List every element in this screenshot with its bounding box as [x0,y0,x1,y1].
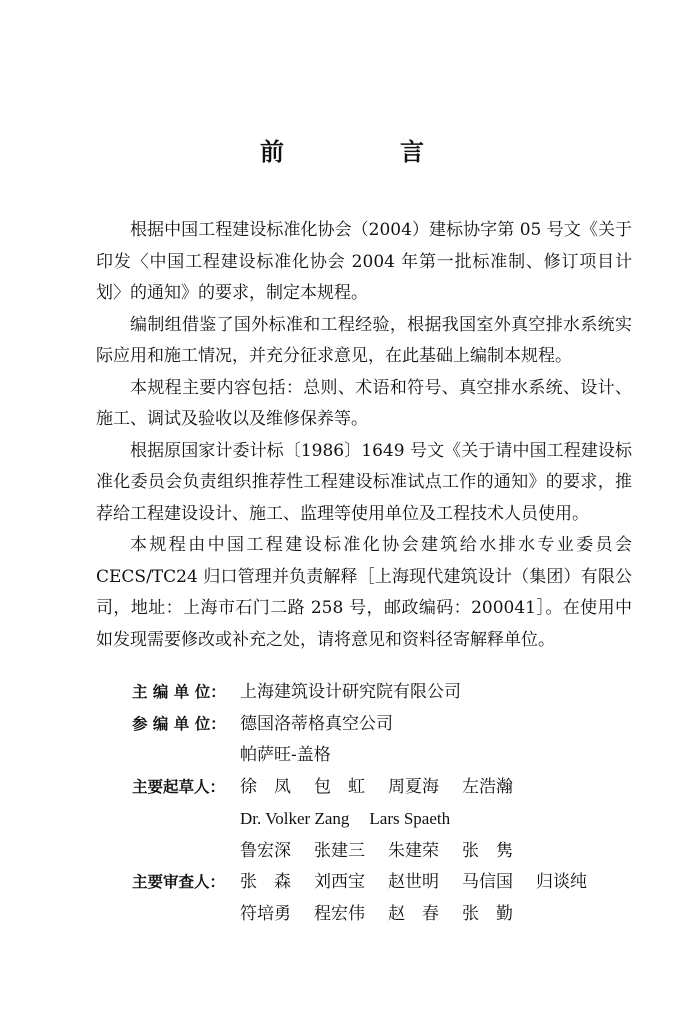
reviewers-line [240,867,632,899]
reviewers-row [132,867,632,930]
preface-body [96,215,632,656]
editor-row [132,677,632,709]
editor-org: 上海建筑设计研究院有限公司 [240,682,461,702]
editor-label: 主 编 单 位： [132,683,226,701]
reviewer-name: 马信国 [462,872,513,892]
reviewer-name: 赵世明 [388,872,439,892]
participant-label: 参 编 单 位： [132,714,226,733]
reviewer-name: 归谈纯 [536,872,587,892]
drafter-name: 张 隽 [462,840,513,861]
reviewer-name: 张 森 [240,872,291,892]
reviewer-name: 符培勇 [240,903,291,924]
reviewer-name: 赵 春 [388,903,439,924]
participant-row [132,709,632,772]
paragraph-3: 本规程主要内容包括：总则、术语和符号、真空排水系统、设计、施工、调试及验收以及维修保养等。 [96,377,632,429]
paragraph-4: 根据原国家计委计标〔1986〕1649 号文《关于请中国工程建设标准化委员会负责组织推荐性工程建设标准试点工作的通知》的要求，推荐给工程建设设计、施工、监理等使用单位及工程技术人员使用。 [96,440,632,524]
drafter-name: 鲁宏深 [240,840,291,861]
drafters-line [240,772,632,804]
drafter-name: 张建三 [314,840,365,861]
drafters-label: 主要起草人： [132,777,226,796]
reviewer-name: 刘西宝 [314,872,365,892]
drafters-line [240,836,632,868]
drafter-name: 左浩瀚 [462,776,513,797]
paragraph-5: 本规程由中国工程建设标准化协会建筑给水排水专业委员会 CECS/TC24 归口管理并负责解释［上海现代建筑设计（集团）有限公司，地址：上海市石门二路 258 号，邮政编码：200041］。在使用中如发现需要修改或补充之处，请将意见和资料径寄解释单位。 [96,535,632,650]
paragraph-1: 根据中国工程建设标准化协会（2004）建标协字第 05 号文《关于印发〈中国工程建设标准化协会 2004 年第一批标准制、修订项目计划〉的通知》的要求，制定本规程。 [96,220,632,303]
credits-block [132,677,632,930]
drafter-name: 包 虹 [314,776,365,797]
page-title: 前 言 [260,138,470,166]
drafter-name: 朱建荣 [388,840,439,861]
participant-org: 德国洛蒂格真空公司 [240,713,393,734]
drafters-row [132,772,632,868]
participant-org: 帕萨旺-盖格 [240,745,331,765]
drafter-name: 徐 凤 [240,776,291,797]
reviewer-name: 程宏伟 [314,903,365,924]
reviewers-label: 主要审查人： [132,873,226,891]
paragraph-2: 编制组借鉴了国外标准和工程经验，根据我国室外真空排水系统实际应用和施工情况，并充分征求意见，在此基础上编制本规程。 [96,314,632,366]
drafter-name: Lars Spaeth [369,809,451,828]
drafter-name: 周夏海 [388,776,439,797]
reviewers-line [240,899,632,931]
drafter-name: Dr. Volker Zang [240,809,350,828]
drafters-line [240,803,632,836]
reviewer-name: 张 勤 [462,903,513,924]
